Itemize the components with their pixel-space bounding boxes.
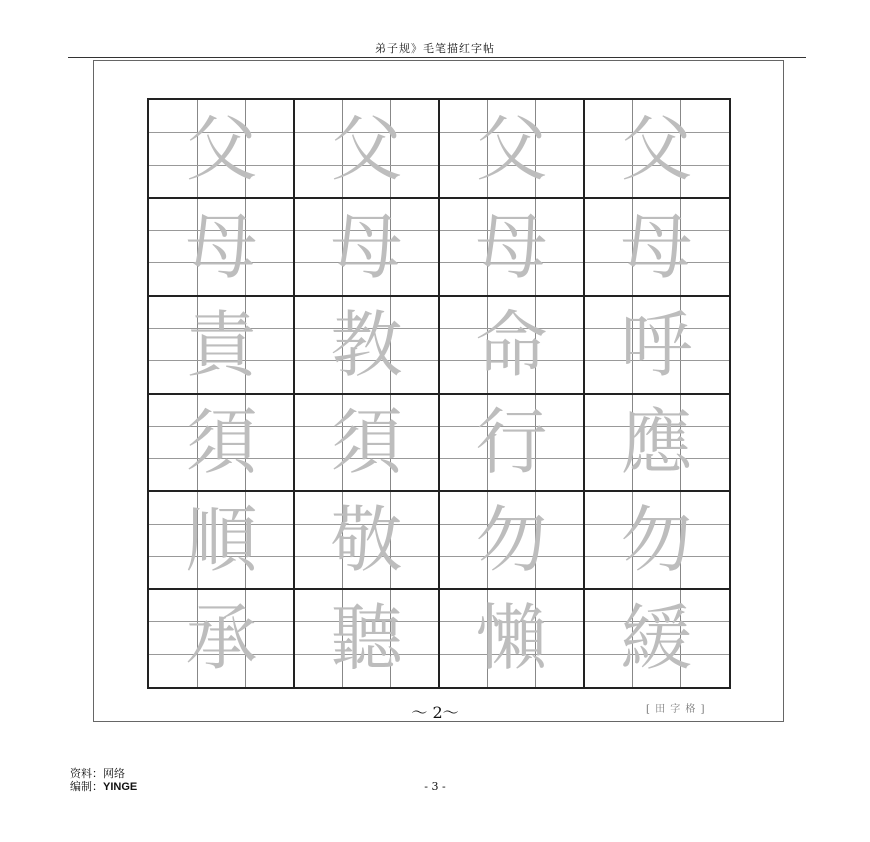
trace-character: 聽: [330, 596, 403, 681]
footer-source: 资料：网络: [70, 767, 125, 780]
practice-cell: [439, 589, 584, 687]
practice-cell: [294, 491, 439, 589]
trace-character: 勿: [475, 498, 548, 583]
practice-cell: [584, 589, 729, 687]
grid-row-divider: [149, 490, 729, 492]
practice-cell: [584, 198, 729, 296]
grid-row-divider: [149, 393, 729, 395]
trace-character: 母: [185, 204, 258, 289]
practice-cell: [439, 100, 584, 198]
trace-character: 父: [475, 106, 548, 191]
trace-character: 教: [330, 302, 403, 387]
trace-character: 懶: [475, 596, 548, 681]
grid-type-stamp: [ 田 字 格 ]: [646, 704, 706, 715]
trace-character: 呼: [620, 302, 693, 387]
sheet-page-number: ～ 2～: [411, 703, 459, 722]
trace-character: 須: [185, 400, 258, 485]
footer-editor-prefix: 编制：: [70, 780, 103, 793]
trace-character: 命: [475, 302, 548, 387]
practice-cell: [149, 296, 294, 394]
trace-character: 母: [620, 204, 693, 289]
trace-character: 勿: [620, 498, 693, 583]
trace-character: 父: [330, 106, 403, 191]
trace-character: 父: [620, 106, 693, 191]
trace-character: 順: [185, 498, 258, 583]
practice-cell: [584, 296, 729, 394]
practice-cell: [294, 100, 439, 198]
practice-cell: [294, 296, 439, 394]
practice-cell: [439, 491, 584, 589]
practice-cell: [439, 296, 584, 394]
footer-page-number: - 3 -: [424, 780, 446, 793]
grid-row-divider: [149, 588, 729, 590]
practice-grid: [147, 98, 731, 689]
trace-character: 敬: [330, 498, 403, 583]
practice-cell: [149, 589, 294, 687]
practice-cell: [439, 394, 584, 492]
trace-character: 母: [330, 204, 403, 289]
grid-row-divider: [149, 295, 729, 297]
practice-cell: [584, 491, 729, 589]
header-rule: [68, 57, 806, 58]
practice-cell: [584, 394, 729, 492]
trace-character: 承: [185, 596, 258, 681]
practice-cell: [149, 394, 294, 492]
footer-editor-name: YINGE: [103, 781, 138, 793]
trace-character: 緩: [620, 596, 693, 681]
trace-character: 父: [185, 106, 258, 191]
practice-cell: [294, 198, 439, 296]
practice-cell: [584, 100, 729, 198]
trace-character: 應: [620, 400, 693, 485]
trace-character: 母: [475, 204, 548, 289]
practice-cell: [439, 198, 584, 296]
practice-cell: [149, 198, 294, 296]
trace-character: 責: [185, 302, 258, 387]
practice-cell: [149, 491, 294, 589]
trace-character: 須: [330, 400, 403, 485]
grid-row-divider: [149, 197, 729, 199]
practice-cell: [294, 394, 439, 492]
practice-cell: [294, 589, 439, 687]
trace-character: 行: [475, 400, 548, 485]
header-title: 弟子规》毛笔描红字帖: [375, 42, 495, 55]
practice-cell: [149, 100, 294, 198]
